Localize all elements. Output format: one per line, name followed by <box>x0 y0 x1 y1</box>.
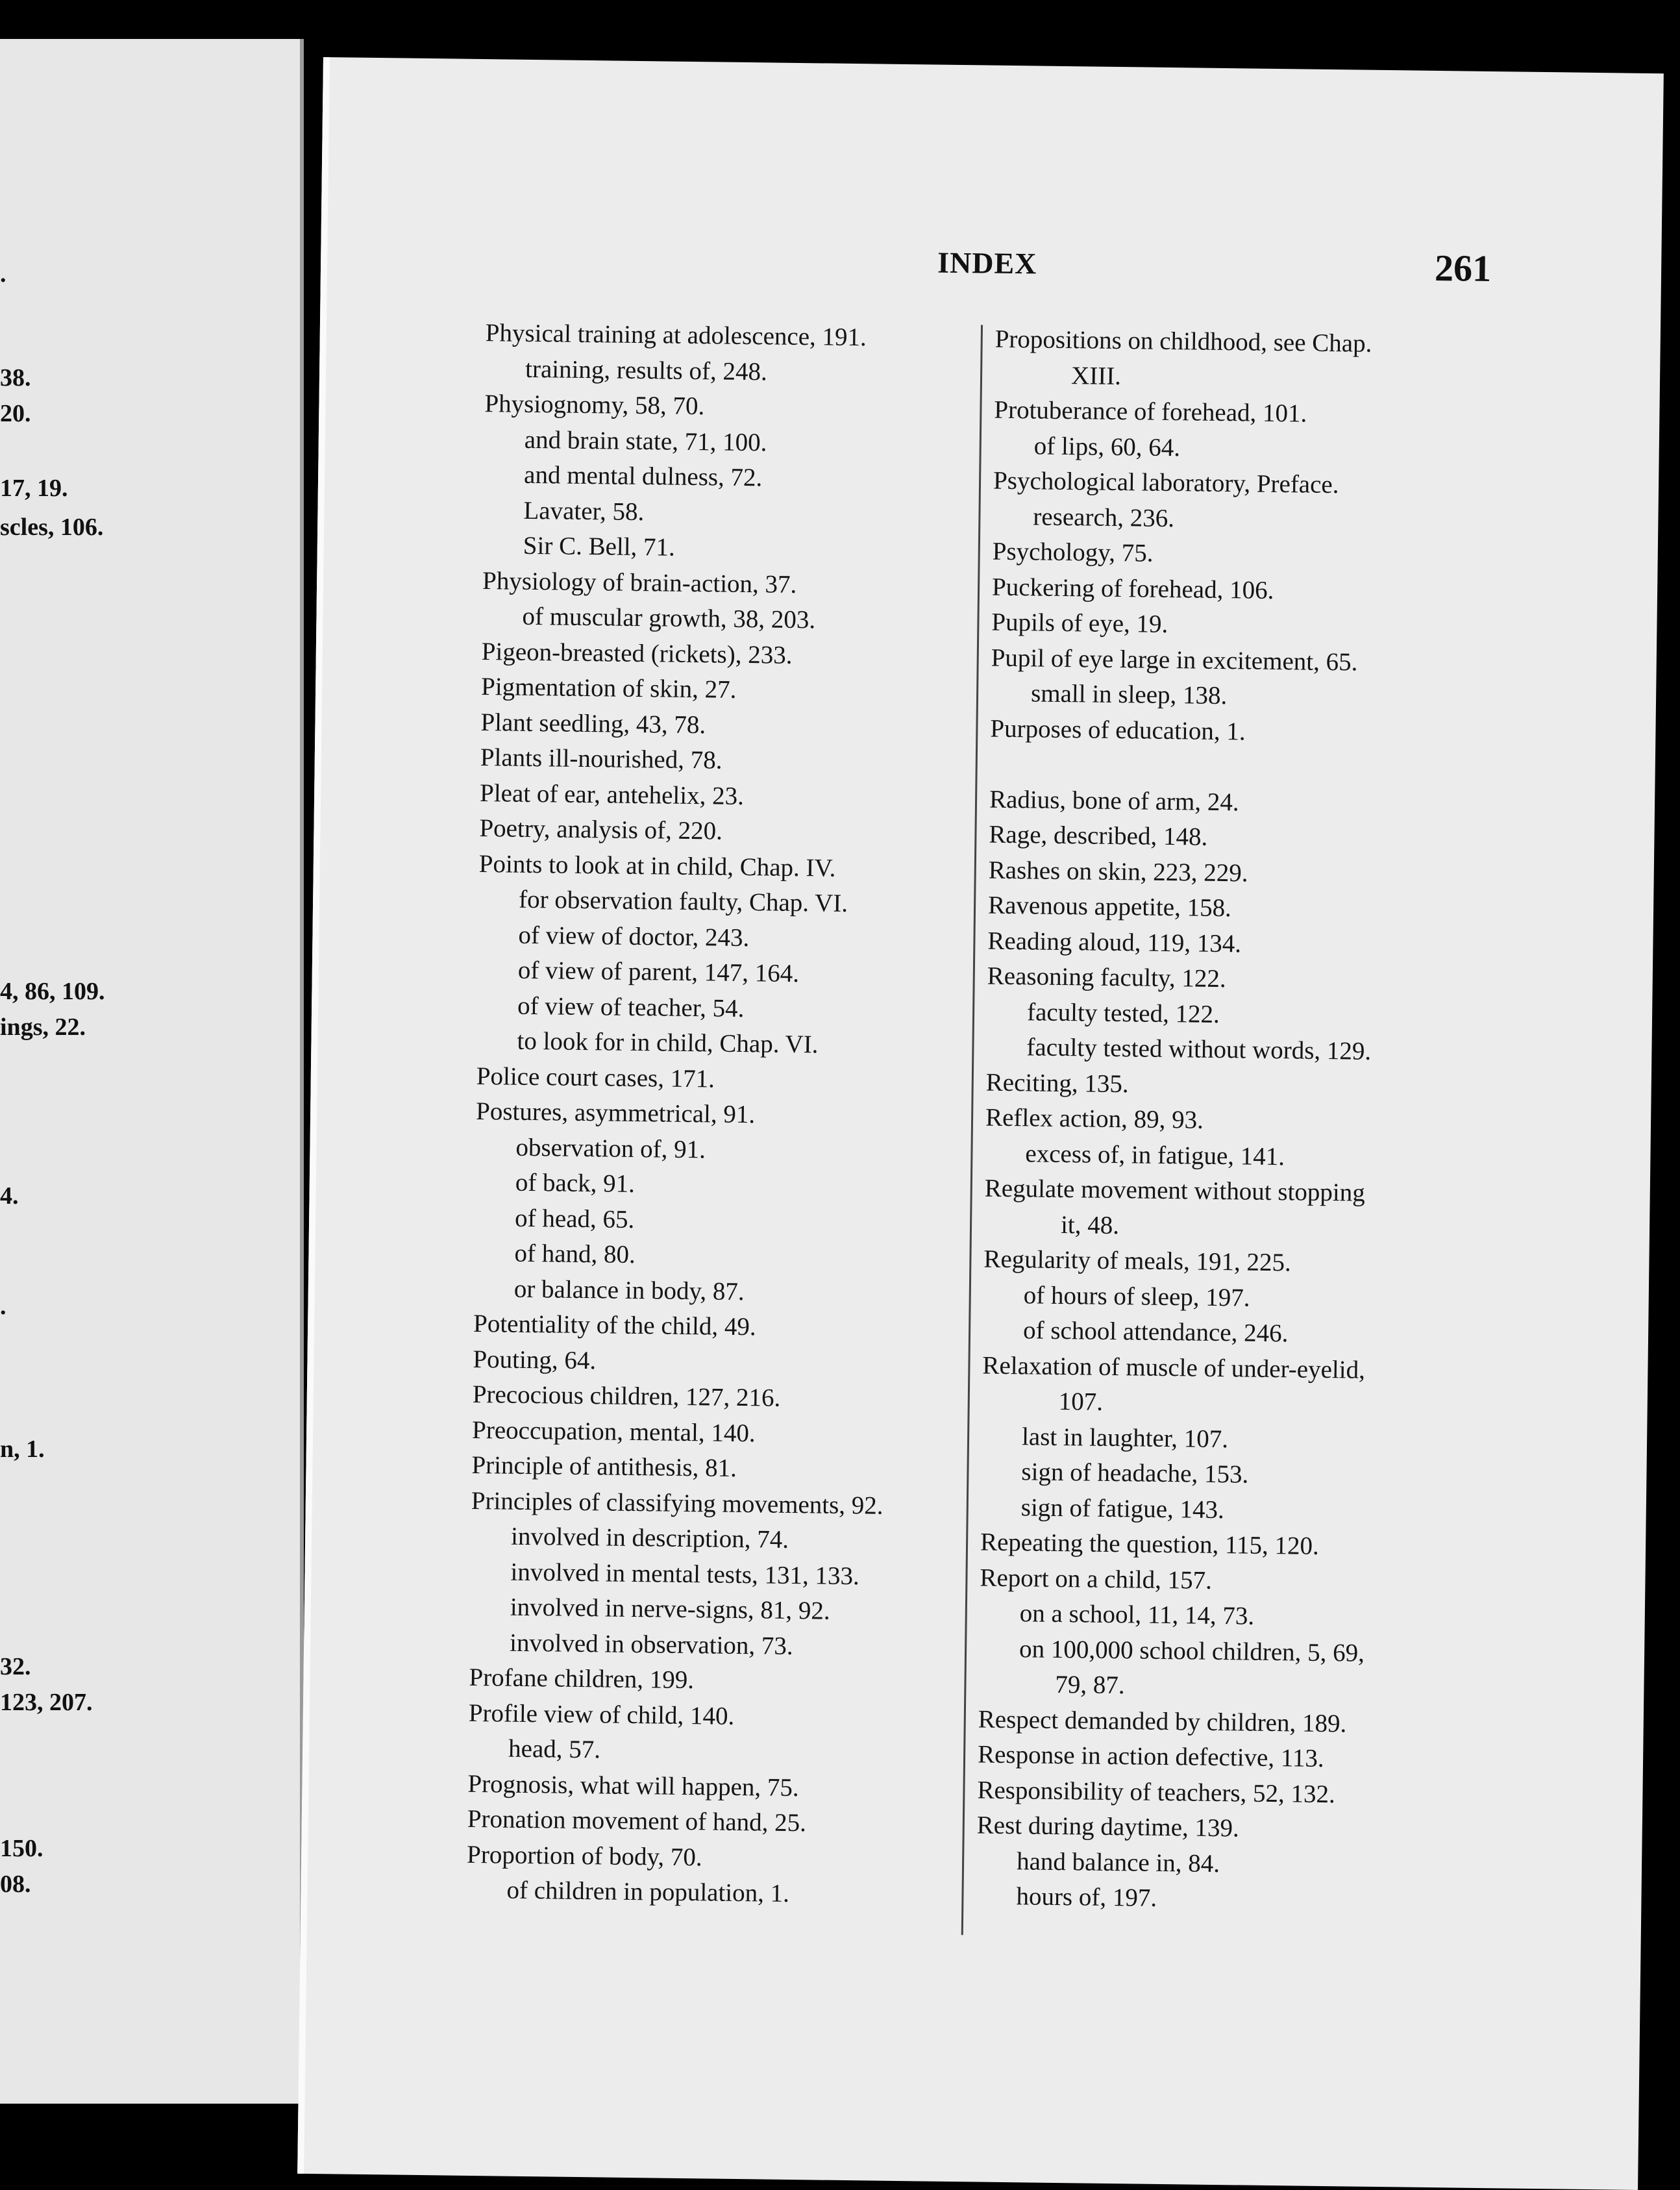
index-entry: Pupils of eye, 19. <box>991 608 1168 638</box>
index-subentry: 79, 87. <box>1055 1670 1125 1700</box>
index-entry: Purposes of education, 1. <box>990 714 1246 745</box>
index-entry: Respect demanded by children, 189. <box>978 1705 1347 1737</box>
index-entry: Plant seedling, 43, 78. <box>480 708 706 739</box>
index-entry: Points to look at in child, Chap. IV. <box>478 849 836 882</box>
index-entry: Propositions on childhood, see Chap. <box>994 325 1372 358</box>
index-entry: Postures, asymmetrical, 91. <box>475 1097 756 1129</box>
previous-page-fragment: 4, 86, 109. <box>0 978 105 1005</box>
index-entry: Rest during daytime, 139. <box>976 1811 1240 1843</box>
section-gap <box>989 747 1483 788</box>
index-entry: Psychological laboratory, Preface. <box>993 466 1339 499</box>
index-subentry: last in laughter, 107. <box>1021 1422 1229 1453</box>
index-entry: Reasoning faculty, 122. <box>987 962 1226 993</box>
previous-page-fragment: 38. <box>0 364 31 392</box>
index-entry: Police court cases, 171. <box>476 1062 715 1093</box>
index-subentry: observation of, 91. <box>515 1133 706 1163</box>
index-subentry: to look for in child, Chap. VI. <box>517 1027 819 1059</box>
previous-page-fragment: 150. <box>0 1835 43 1862</box>
index-subentry: hand balance in, 84. <box>1016 1847 1220 1878</box>
index-subentry: of children in population, 1. <box>506 1876 790 1908</box>
index-subentry: involved in mental tests, 131, 133. <box>510 1558 860 1590</box>
index-subentry: on a school, 11, 14, 73. <box>1019 1599 1255 1630</box>
index-entry: Regularity of meals, 191, 225. <box>983 1245 1292 1277</box>
index-entry: Plants ill-nourished, 78. <box>480 743 723 775</box>
index-subentry: small in sleep, 138. <box>1030 679 1228 710</box>
previous-page-fragment: 08. <box>0 1871 31 1898</box>
index-entry: Profile view of child, 140. <box>468 1698 735 1730</box>
index-entry: Reading aloud, 119, 134. <box>987 927 1242 958</box>
index-entry: Physiology of brain-action, 37. <box>482 566 797 599</box>
previous-page-fragment: scles, 106. <box>0 514 104 541</box>
index-entry: Rashes on skin, 223, 229. <box>988 856 1248 887</box>
index-column-left <box>466 316 979 1914</box>
index-entry: Rage, described, 148. <box>989 820 1208 851</box>
index-subentry: Sir C. Bell, 71. <box>523 531 676 562</box>
index-subentry: of view of doctor, 243. <box>518 921 750 952</box>
index-subentry: or balance in body, 87. <box>513 1275 745 1306</box>
index-entry: Precocious children, 127, 216. <box>472 1380 781 1412</box>
previous-page-fragment: . <box>0 260 6 288</box>
index-subentry: training, results of, 248. <box>525 355 768 386</box>
previous-page-fragment: 20. <box>0 400 31 427</box>
index-subentry: XIII. <box>1070 361 1122 390</box>
previous-page-fragment: 4. <box>0 1182 19 1210</box>
index-entry: Psychology, 75. <box>992 537 1154 567</box>
index-entry: Pouting, 64. <box>473 1345 597 1375</box>
index-subentry: of muscular growth, 38, 203. <box>522 602 816 634</box>
index-entry: Radius, bone of arm, 24. <box>989 785 1239 816</box>
index-subentry: involved in description, 74. <box>510 1522 789 1554</box>
index-entry: Potentiality of the child, 49. <box>473 1309 756 1341</box>
index-entry: Protuberance of forehead, 101. <box>994 395 1307 428</box>
index-entry: Report on a child, 157. <box>980 1563 1213 1595</box>
index-subentry: of lips, 60, 64. <box>1033 431 1181 462</box>
index-entry: Principles of classifying movements, 92. <box>471 1486 883 1520</box>
running-head: INDEX <box>937 245 1037 280</box>
previous-page-fragment: 123, 207. <box>0 1689 93 1716</box>
index-entry: Response in action defective, 113. <box>977 1740 1324 1773</box>
previous-page-fragment: . <box>0 1293 6 1320</box>
index-entry: Puckering of forehead, 106. <box>991 573 1274 604</box>
index-entry: Proportion of body, 70. <box>466 1840 702 1871</box>
index-subentry: Lavater, 58. <box>523 496 645 526</box>
index-subentry: for observation faulty, Chap. VI. <box>518 885 848 917</box>
index-subentry: faculty tested without words, 129. <box>1026 1033 1372 1065</box>
index-subentry: involved in nerve-signs, 81, 92. <box>510 1593 830 1625</box>
index-subentry: involved in observation, 73. <box>509 1628 793 1660</box>
index-entry: Pigmentation of skin, 27. <box>480 673 737 704</box>
index-subentry: on 100,000 school children, 5, 69, <box>1019 1634 1365 1667</box>
index-subentry: it, 48. <box>1060 1210 1120 1239</box>
index-entry: Pleat of ear, antehelix, 23. <box>479 778 745 810</box>
index-entry: Responsibility of teachers, 52, 132. <box>977 1776 1336 1808</box>
index-column-right <box>976 322 1489 1921</box>
index-entry: Repeating the question, 115, 120. <box>980 1528 1320 1560</box>
index-entry: Relaxation of muscle of under-eyelid, <box>982 1351 1366 1384</box>
index-subentry: head, 57. <box>508 1734 601 1764</box>
index-entry: Prognosis, what will happen, 75. <box>467 1769 799 1802</box>
previous-page <box>0 39 304 2104</box>
index-subentry: research, 236. <box>1033 502 1175 532</box>
index-entry: Pupil of eye large in excitement, 65. <box>991 643 1358 677</box>
index-entry: Reciting, 135. <box>985 1068 1129 1098</box>
index-subentry: 107. <box>1058 1387 1104 1416</box>
page-number: 261 <box>1434 246 1492 290</box>
index-entry: Pronation movement of hand, 25. <box>467 1804 807 1837</box>
index-subentry: of view of parent, 147, 164. <box>517 956 800 988</box>
index-subentry: of hours of sleep, 197. <box>1023 1280 1250 1312</box>
previous-page-fragment: 32. <box>0 1653 31 1680</box>
index-entry: Ravenous appetite, 158. <box>987 891 1232 923</box>
index-subentry: and mental dulness, 72. <box>523 460 763 492</box>
index-entry: Preoccupation, mental, 140. <box>471 1415 756 1447</box>
index-subentry: of hand, 80. <box>514 1239 636 1269</box>
index-subentry: and brain state, 71, 100. <box>524 425 767 456</box>
previous-page-fragment: 17, 19. <box>0 475 68 502</box>
index-entry: Regulate movement without stopping <box>984 1174 1366 1207</box>
index-subentry: faculty tested, 122. <box>1026 997 1220 1028</box>
index-subentry: of view of teacher, 54. <box>517 991 745 1023</box>
index-subentry: of back, 91. <box>515 1168 636 1198</box>
index-subentry: sign of fatigue, 143. <box>1020 1493 1225 1524</box>
index-subentry: excess of, in fatigue, 141. <box>1025 1139 1285 1171</box>
index-entry: Physiognomy, 58, 70. <box>484 390 705 421</box>
index-entry: Pigeon-breasted (rickets), 233. <box>481 637 793 669</box>
index-subentry: hours of, 197. <box>1016 1882 1157 1912</box>
index-subentry: of head, 65. <box>514 1204 635 1234</box>
index-subentry: sign of headache, 153. <box>1021 1458 1249 1489</box>
index-entry: Physical training at adolescence, 191. <box>485 319 867 352</box>
index-entry: Poetry, analysis of, 220. <box>479 814 723 845</box>
index-entry: Reflex action, 89, 93. <box>985 1103 1204 1134</box>
index-entry: Profane children, 199. <box>469 1663 695 1695</box>
index-page <box>297 57 1664 2190</box>
previous-page-fragment: ings, 22. <box>0 1014 86 1041</box>
index-subentry: of school attendance, 246. <box>1022 1316 1289 1348</box>
previous-page-fragment: n, 1. <box>0 1436 45 1463</box>
index-entry: Principle of antithesis, 81. <box>471 1450 737 1482</box>
